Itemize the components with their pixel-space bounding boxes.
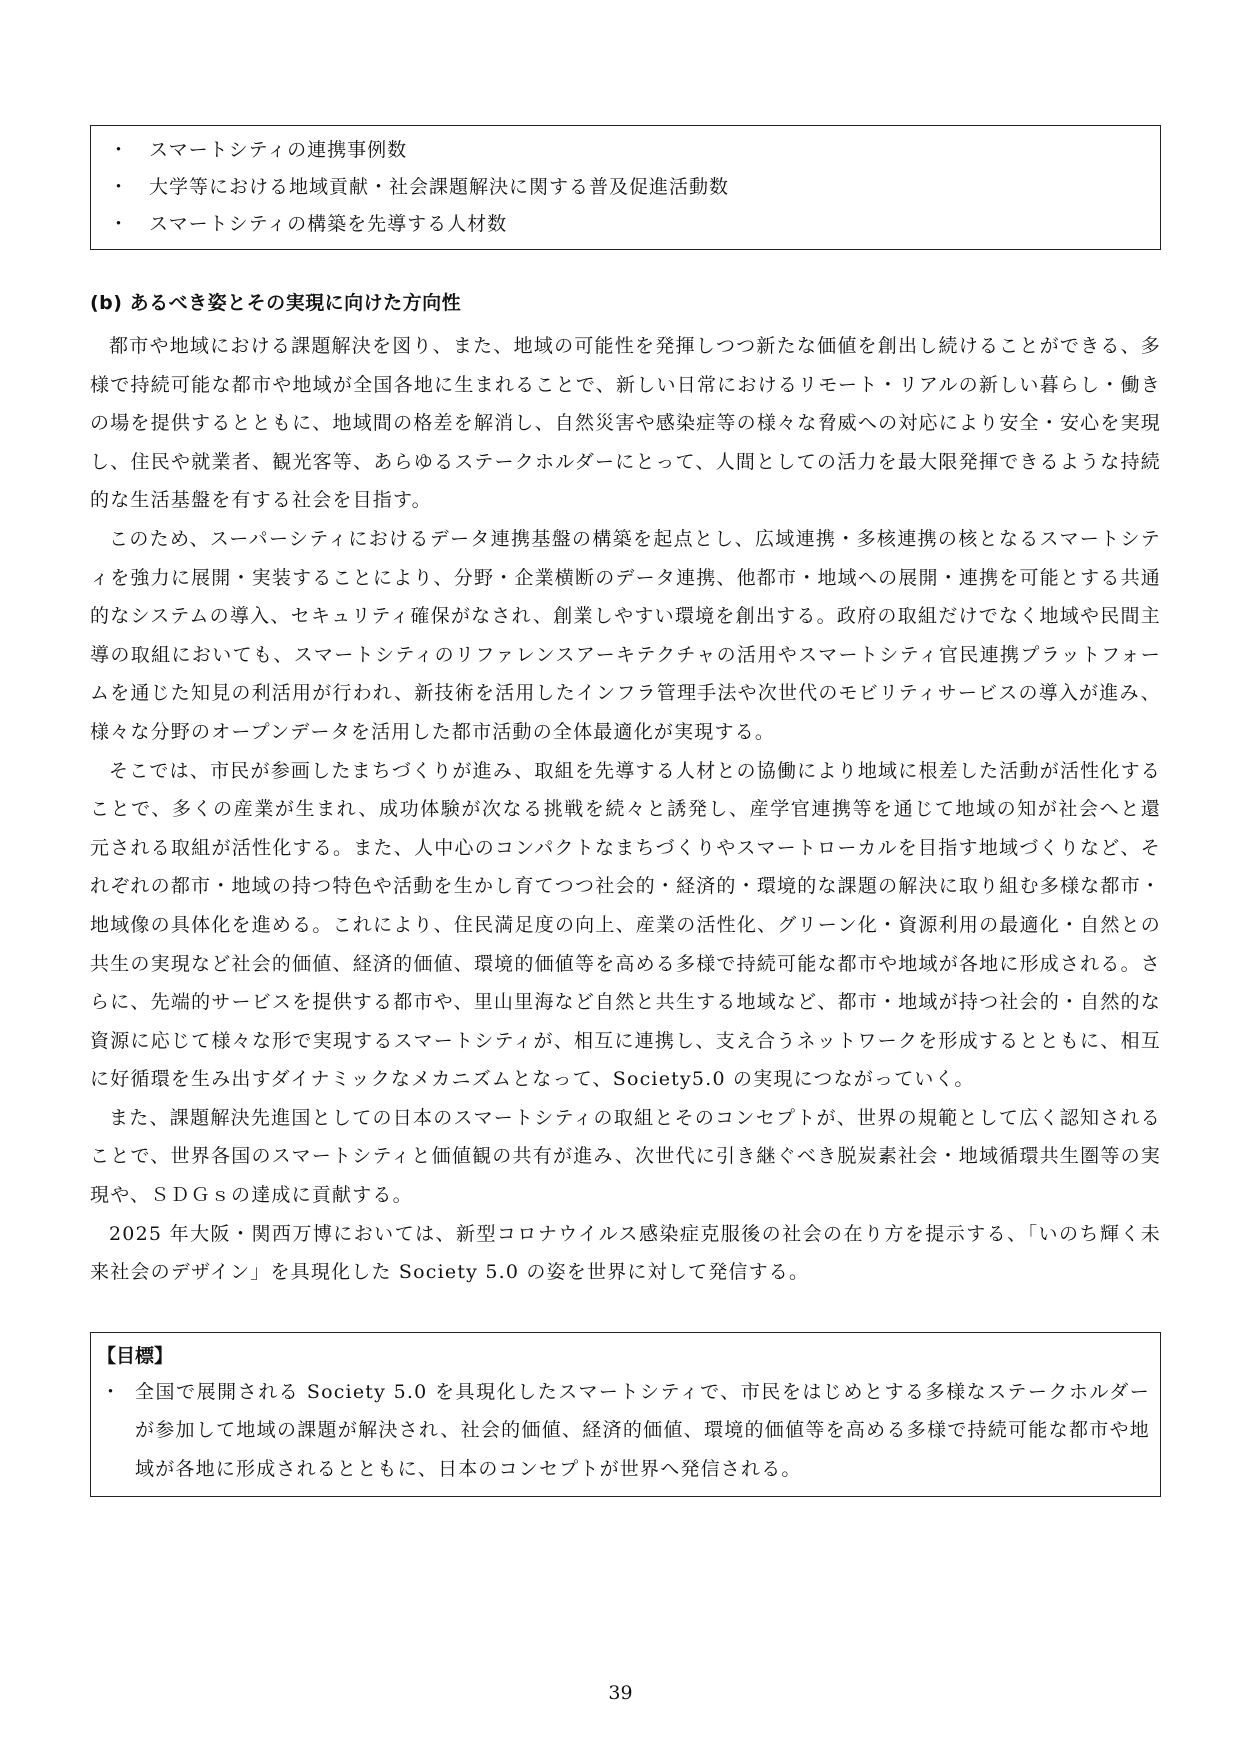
paragraph: 都市や地域における課題解決を図り、また、地域の可能性を発揮しつつ新たな価値を創出し続けることができる、多様で持続可能な都市や地域が全国各地に生まれることで、新しい日常におけるリモート・リアルの新しい暮らし・働きの場を提供するとともに、地域間の格差を解消し、自然災害や感染症等の様々な脅威への対応により安全・安心を実現し、住民や就業者、観光客等、あらゆるステークホルダーにとって、人間としての活力を最大限発揮できるような持続的な生活基盤を有する社会を目指す。 bbox=[90, 335, 1161, 512]
indicator-text: スマートシティの連携事例数 bbox=[149, 139, 408, 161]
indicator-text: 大学等における地域貢献・社会課題解決に関する普及促進活動数 bbox=[149, 176, 730, 198]
page-content bbox=[90, 125, 1161, 1497]
section-body bbox=[90, 327, 1161, 1292]
bullet: ・ bbox=[109, 176, 130, 198]
section-heading: (b) あるべき姿とその実現に向けた方向性 bbox=[90, 292, 462, 314]
goal-title: 【目標】 bbox=[97, 1344, 174, 1367]
indicator-text: スマートシティの構築を先導する人材数 bbox=[149, 213, 508, 235]
indicator-item bbox=[101, 206, 1150, 243]
bullet: ・ bbox=[109, 213, 130, 235]
indicator-item bbox=[101, 132, 1150, 169]
bullet: ・ bbox=[101, 1380, 122, 1403]
goal-item bbox=[97, 1373, 1150, 1489]
paragraph: このため、スーパーシティにおけるデータ連携基盤の構築を起点とし、広域連携・多核連携の核となるスマートシティを強力に展開・実装することにより、分野・企業横断のデータ連携、他都市・地域への展開・連携を可能とする共通的なシステムの導入、セキュリティ確保がなされ、創業しやすい環境を創出する。政府の取組だけでなく地域や民間主導の取組においても、スマートシティのリファレンスアーキテクチャの活用やスマートシティ官民連携プラットフォームを通じた知見の利活用が行われ、新技術を活用したインフラ管理手法や次世代のモビリティサービスの導入が進み、様々な分野のオープンデータを活用した都市活動の全体最適化が実現する。 bbox=[90, 527, 1161, 743]
paragraph: 2025 年大阪・関西万博においては、新型コロナウイルス感染症克服後の社会の在り方を提示する、「いのち輝く未来社会のデザイン」を具現化した Society 5.0 の姿を世界に対して発信する。 bbox=[90, 1222, 1161, 1284]
indicator-item bbox=[101, 169, 1150, 206]
goal-box bbox=[90, 1332, 1161, 1498]
paragraph: また、課題解決先進国としての日本のスマートシティの取組とそのコンセプトが、世界の規範として広く認知されることで、世界各国のスマートシティと価値観の共有が進み、次世代に引き継ぐべき脱炭素社会・地域循環共生圏等の実現や、ＳＤＧｓの達成に貢献する。 bbox=[90, 1106, 1161, 1207]
paragraph: そこでは、市民が参画したまちづくりが進み、取組を先導する人材との協働により地域に根差した活動が活性化することで、多くの産業が生まれ、成功体験が次なる挑戦を続々と誘発し、産学官連携等を通じて地域の知が社会へと還元される取組が活性化する。また、人中心のコンパクトなまちづくりやスマートローカルを目指す地域づくりなど、それぞれの都市・地域の持つ特色や活動を生かし育てつつ社会的・経済的・環境的な課題の解決に取り組む多様な都市・地域像の具体化を進める。これにより、住民満足度の向上、産業の活性化、グリーン化・資源利用の最適化・自然との共生の実現など社会的価値、経済的価値、環境的価値等を高める多様で持続可能な都市や地域が各地に形成される。さらに、先端的サービスを提供する都市や、里山里海など自然と共生する地域など、都市・地域が持つ社会的・自然的な資源に応じて様々な形で実現するスマートシティが、相互に連携し、支え合うネットワークを形成するとともに、相互に好循環を生み出すダイナミックなメカニズムとなって、Society5.0 の実現につながっていく。 bbox=[90, 759, 1161, 1091]
page-number: 39 bbox=[608, 1682, 633, 1704]
goal-text: 全国で展開される Society 5.0 を具現化したスマートシティで、市民をはじめとする多様なステークホルダーが参加して地域の課題が解決され、社会的価値、経済的価値、環境的価値等を高める多様で持続可能な都市や地域が各地に形成されるとともに、日本のコンセプトが世界へ発信される。 bbox=[135, 1380, 1150, 1480]
bullet: ・ bbox=[109, 139, 130, 161]
indicator-box bbox=[90, 125, 1161, 250]
